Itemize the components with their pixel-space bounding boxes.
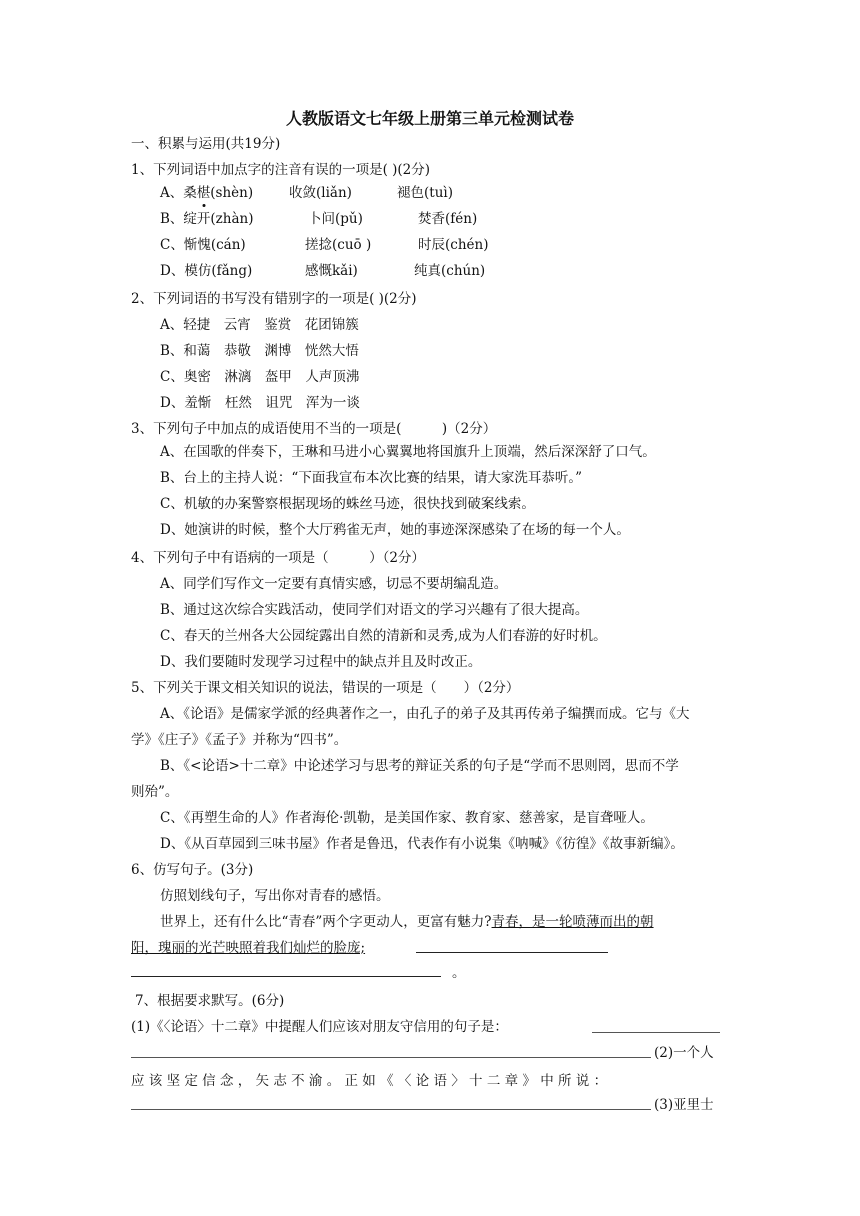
q1-option-d-1: D、模仿(fǎng) (160, 263, 253, 279)
q1-option-c-2: 搓捻(cuō ) (305, 237, 372, 253)
q3-option-a: A、在国歌的伴奏下，王琳和马进小心翼翼地将国旗升上顶端，然后深深舒了口气。 (160, 444, 656, 460)
q6-example-line2 (131, 938, 365, 958)
q5-option-a-line1: A、《论语》是儒家学派的经典著作之一，由孔子的弟子及其再传弟子编撰而成。它与《大 (160, 706, 690, 722)
question-2-stem: 2、下列词语的书写没有错别字的一项是( )(2分) (131, 291, 417, 307)
question-6-stem: 6、仿写句子。(3分) (131, 862, 254, 878)
q5-option-c: C、《再塑生命的人》作者海伦·凯勒，是美国作家、教育家、慈善家，是盲聋哑人。 (160, 810, 654, 826)
q7-part3: (3)亚里士 (654, 1097, 714, 1113)
q5-option-a-line2: 学》《庄子》《孟子》并称为“四书”。 (131, 732, 348, 748)
q5-option-b-line2: 则殆”。 (131, 784, 179, 800)
q1-option-a-3: 褪色(tuì) (397, 185, 453, 201)
q7-blank-2[interactable] (131, 1109, 651, 1110)
q3-option-d: D、她演讲的时候，整个大厅鸦雀无声，她的事迹深深感染了在场的每一个人。 (160, 522, 630, 538)
q4-option-c: C、春天的兰州各大公园绽露出自然的清新和灵秀,成为人们春游的好时机。 (160, 628, 607, 644)
q1-option-a-2: 收敛(liǎn) (289, 185, 352, 201)
q7-part1: (1)《〈论语〉十二章》中提醒人们应该对朋友守信用的句子是： (131, 1019, 508, 1035)
q7-part2: (2)一个人 (654, 1045, 714, 1061)
q1-option-c-3: 时辰(chén) (418, 237, 489, 253)
q1-option-c-1: C、惭愧(cán) (160, 237, 246, 253)
page-title: 人教版语文七年级上册第三单元检测试卷 (285, 109, 574, 128)
q6-example-underlined: 青春，是一轮喷薄而出的朝 (491, 914, 654, 930)
q6-example-plain: 世界上，还有什么比“青春”两个字更动人，更富有魅力? (160, 914, 492, 930)
q6-answer-blank-2[interactable] (131, 976, 441, 977)
q4-option-a: A、同学们写作文一定要有真情实感，切忌不要胡编乱造。 (160, 576, 508, 592)
q2-option-a: A、轻捷 云宵 鉴赏 花团锦簇 (160, 317, 359, 333)
q6-answer-blank-1[interactable] (416, 952, 608, 953)
question-1-stem: 1、下列词语中加点字的注音有误的一项是( )(2分) (131, 162, 431, 178)
q6-instruction: 仿照划线句子，写出你对青春的感悟。 (160, 888, 390, 904)
q6-example-line1 (160, 912, 654, 932)
q4-option-b: B、通过这次综合实践活动，使同学们对语文的学习兴趣有了很大提高。 (160, 602, 589, 618)
q1-option-b-1: B、绽开(zhàn) (160, 211, 254, 227)
q4-option-d: D、我们要随时发现学习过程中的缺点并且及时改正。 (160, 654, 482, 670)
q3-option-c: C、机敏的办案警察根据现场的蛛丝马迹，很快找到破案线索。 (160, 496, 535, 512)
q1-option-d-3: 纯真(chún) (414, 263, 486, 279)
q7-blank-1b[interactable] (131, 1057, 651, 1058)
q3-option-b: B、台上的主持人说：“下面我宣布本次比赛的结果，请大家洗耳恭听。” (160, 470, 582, 486)
question-4-stem: 4、下列句子中有语病的一项是（ ）（2分） (131, 550, 425, 566)
question-5-stem: 5、下列关于课文相关知识的说法，错误的一项是（ ）（2分） (131, 680, 520, 696)
q6-end-punct: 。 (452, 965, 466, 981)
q1-option-a-1: A、桑椹(shèn) (160, 185, 254, 201)
q7-part2-cont: 应 该 坚 定 信 念 ， 矢 志 不 渝 。 正 如 《 〈 论 语 〉 十 二 章 》 中 所 说 ： (131, 1073, 608, 1089)
question-3-stem: 3、下列句子中加点的成语使用不当的一项是( )（2分） (131, 421, 497, 437)
q1-option-b-2: 卜问(pǔ) (308, 211, 363, 227)
q7-blank-1a[interactable] (592, 1032, 720, 1033)
q1-option-b-3: 焚香(fén) (418, 211, 478, 227)
q5-option-b-line1: B、《<论语>十二章》中论述学习与思考的辩证关系的句子是“学而不思则罔，思而不学 (160, 758, 679, 774)
question-7-stem: 7、根据要求默写。(6分) (135, 993, 285, 1009)
q2-option-b: B、和蔼 恭敬 渊博 恍然大悟 (160, 343, 359, 359)
section-heading: 一、积累与运用(共19分) (131, 136, 281, 152)
q5-option-d: D、《从百草园到三味书屋》作者是鲁迅，代表作有小说集《呐喊》《彷徨》《故事新编》。 (160, 836, 684, 852)
q6-example-underlined-2: 阳，瑰丽的光芒映照着我们灿烂的脸庞; (131, 940, 366, 956)
q1-option-d-2: 感慨kǎi) (305, 263, 358, 279)
q2-option-d: D、羞惭 枉然 诅咒 浑为一谈 (160, 395, 360, 411)
q2-option-c: C、奥密 淋漓 盔甲 人声顶沸 (160, 369, 360, 385)
